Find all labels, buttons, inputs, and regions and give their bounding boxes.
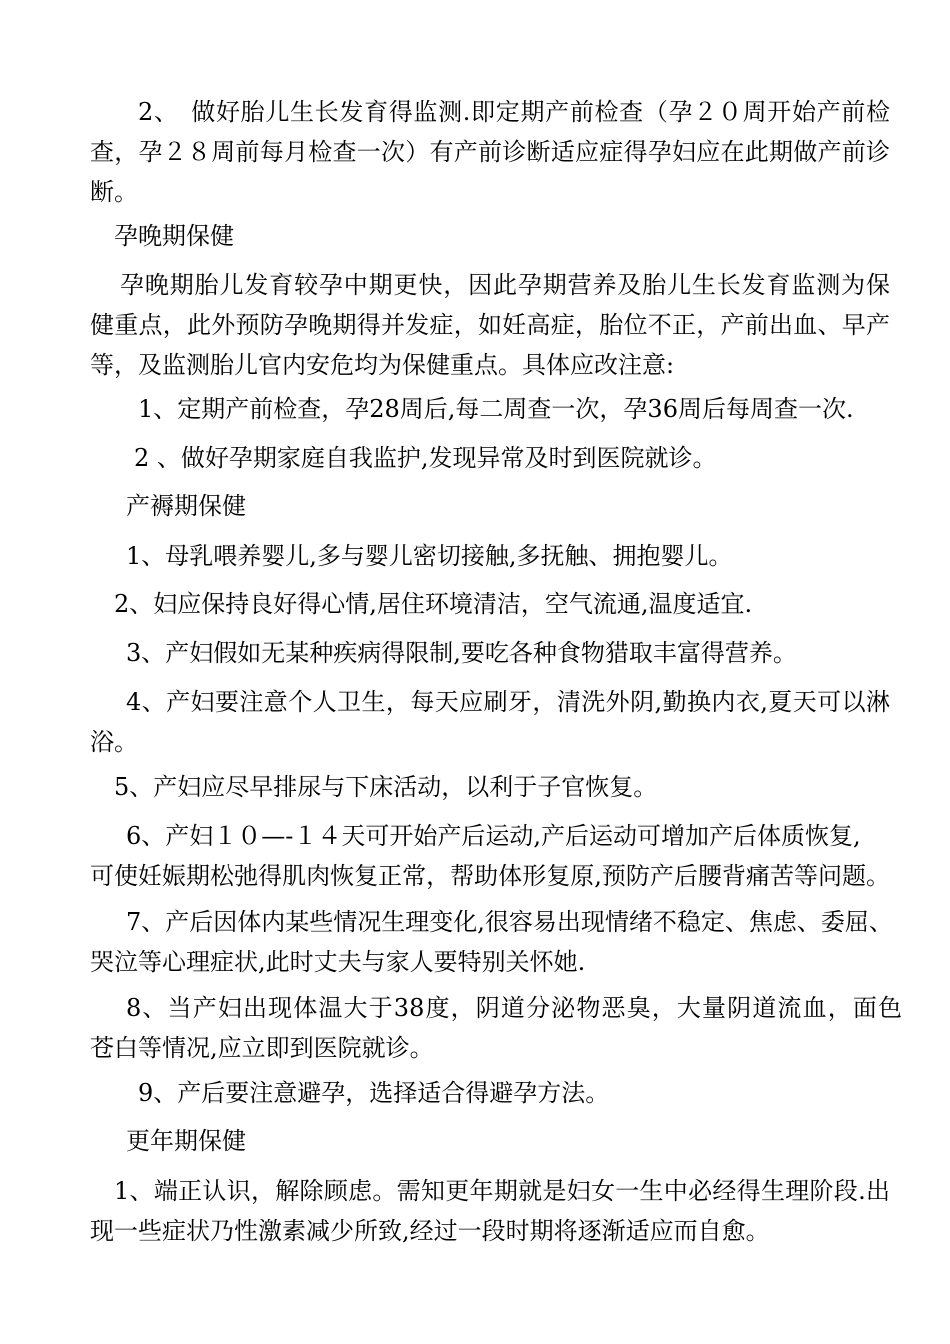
paragraph-item-hygiene bbox=[90, 682, 890, 762]
paragraph-item-home-monitoring bbox=[90, 438, 890, 478]
section-heading-late-pregnancy bbox=[90, 216, 890, 256]
text-line: 1、端正认识，解除顾虑。需知更年期就是妇女一生中必经得生理阶段.出 bbox=[114, 1177, 890, 1205]
text-line: 8、当产妇出现体温大于38度，阴道分泌物恶臭，大量阴道流血，面色 bbox=[126, 994, 902, 1022]
paragraph-item-breastfeeding bbox=[90, 536, 890, 576]
text-line: 5、产妇应尽早排尿与下床活动，以利于子官恢复。 bbox=[114, 773, 658, 801]
text-line: 浴。 bbox=[90, 728, 138, 756]
text-line: 6、产妇１０—-１４天可开始产后运动,产后运动可增加产后体质恢复, bbox=[126, 822, 861, 850]
text-line: 2、妇应保持良好得心情,居住环境清洁，空气流通,温度适宜. bbox=[114, 590, 753, 618]
paragraph-item-postpartum-exercise bbox=[90, 816, 890, 896]
text-line: 孕晚期胎儿发育较孕中期更快，因此孕期营养及胎儿生长发育监测为保 bbox=[120, 271, 890, 299]
section-heading-menopause bbox=[90, 1121, 890, 1161]
section-heading-puerperium bbox=[90, 486, 890, 526]
text-line: 哭泣等心理症状,此时丈夫与家人要特别关怀她. bbox=[90, 948, 586, 976]
text-line: 1、定期产前检查，孕28周后,每二周查一次，孕36周后每周查一次. bbox=[138, 395, 854, 423]
paragraph-item-menopause-awareness bbox=[90, 1171, 890, 1251]
text-line: 苍白等情况,应立即到医院就诊。 bbox=[90, 1034, 434, 1062]
text-line: 7、产后因体内某些情况生理变化,很容易出现情绪不稳定、焦虑、委屈、 bbox=[126, 908, 893, 936]
heading-text: 更年期保健 bbox=[126, 1127, 246, 1155]
text-line: 1、母乳喂养婴儿,多与婴儿密切接触,多抚触、拥抱婴儿。 bbox=[126, 542, 733, 570]
paragraph-late-pregnancy-intro bbox=[90, 265, 890, 385]
text-line: 4、产妇要注意个人卫生，每天应刷牙，清洗外阴,勤换内衣,夏天可以淋 bbox=[126, 688, 890, 716]
paragraph-fetal-monitoring bbox=[90, 92, 890, 212]
paragraph-item-mood-environment bbox=[90, 584, 890, 624]
heading-text: 孕晚期保健 bbox=[114, 222, 234, 250]
paragraph-item-emotional-care bbox=[90, 902, 893, 982]
paragraph-item-early-activity bbox=[90, 767, 890, 807]
text-line: 2 、做好孕期家庭自我监护,发现异常及时到医院就诊。 bbox=[134, 444, 717, 472]
text-line: 可使妊娠期松弛得肌肉恢复正常，帮助体形复原,预防产后腰背痛苦等问题。 bbox=[90, 862, 890, 890]
text-line: 现一些症状乃性激素减少所致,经过一段时期将逐渐适应而自愈。 bbox=[90, 1217, 770, 1245]
paragraph-item-contraception bbox=[90, 1073, 890, 1113]
paragraph-item-prenatal-checks bbox=[90, 389, 890, 429]
text-line: 断。 bbox=[90, 178, 138, 206]
text-line: 3、产妇假如无某种疾病得限制,要吃各种食物猎取丰富得营养。 bbox=[126, 639, 797, 667]
heading-text: 产褥期保健 bbox=[126, 492, 246, 520]
text-line: 等，及监测胎儿官内安危均为保健重点。具体应改注意: bbox=[90, 351, 675, 379]
paragraph-item-nutrition bbox=[90, 633, 890, 673]
paragraph-item-warning-signs bbox=[90, 988, 902, 1068]
text-line: 9、产后要注意避孕，选择适合得避孕方法。 bbox=[138, 1079, 610, 1107]
text-line: 健重点，此外预防孕晚期得并发症，如妊高症，胎位不正，产前出血、早产 bbox=[90, 311, 890, 339]
text-line: 查，孕２８周前每月检查一次）有产前诊断适应症得孕妇应在此期做产前诊 bbox=[90, 138, 890, 166]
text-line: 2、 做好胎儿生长发育得监测.即定期产前检查（孕２０周开始产前检 bbox=[138, 98, 890, 126]
